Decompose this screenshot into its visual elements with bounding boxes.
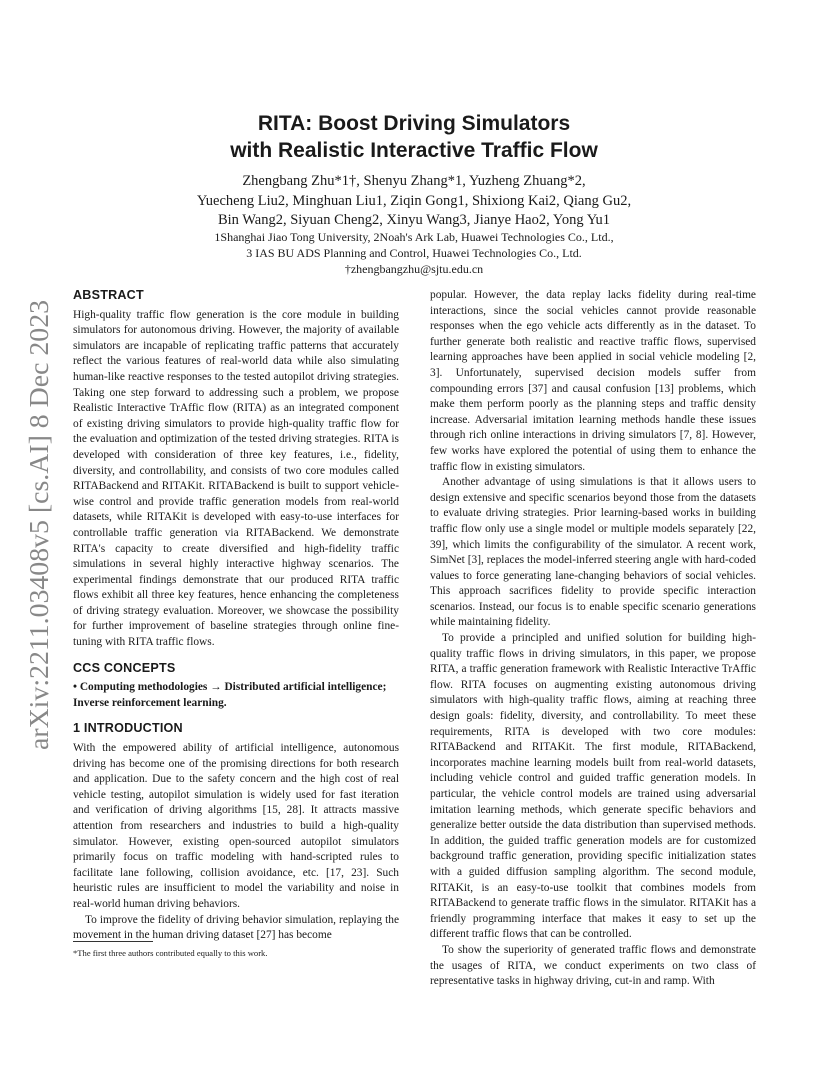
- ccs-heading: CCS CONCEPTS: [73, 660, 176, 675]
- contact-email: †zhengbangzhu@sjtu.edu.cn: [344, 262, 484, 276]
- author-line: Yuecheng Liu2, Minghuan Liu1, Ziqin Gong1, Shixiong Kai2, Qiang Gu2,: [196, 192, 632, 209]
- intro-paragraph-5: To provide a principled and unified solution for building high-quality traffic flows in driving simulators, in this paper, we propose RITA, a traffic generation framework with Realistic Interactive TrAffic flow. RITA focuses on augmenting existing autonomous driving simulators with high-quality traffic flows, aiming at reaching three design goals: fidelity, diversity, and controllability. To meet these requirements, RITA is developed with two core modules: RITABackend and RITAKit. The first module, RITABackend, incorporates machine learning models built from real-world datasets, including vehicle control and guided traffic generation models. In particular, the vehicle control models are trained using adversarial imitation learning methods, which generate specific behaviors and generalize better outside the data distribution than supervised methods. In addition, the guided traffic generation models are for customized background traffic generation, providing specific initialization states with a guided diffusion sampling algorithm. The second module, RITAKit, is an easy-to-use toolkit that combines models from RITABackend to generate traffic flows in the simulator. RITAKit has a friendly programming interface that makes it easy to set up the different traffic flows that can be controlled.: [430, 632, 756, 941]
- intro-paragraph-6: To show the superiority of generated traffic flows and demonstrate the usages of RITA, we conduct experiments on two class of representative tasks in highway driving, cut-in and ramp. With: [430, 943, 756, 988]
- affiliation-line: 3 IAS BU ADS Planning and Control, Huawei Technologies Co., Ltd.: [246, 246, 582, 260]
- author-line: Zhengbang Zhu*1†, Shenyu Zhang*1, Yuzheng Zhuang*2,: [242, 173, 586, 189]
- ccs-concepts: • Computing methodologies → Distributed artificial intelligence; Inverse reinforcement learning.: [73, 681, 387, 709]
- author-line: Bin Wang2, Siyuan Cheng2, Xinyu Wang3, Jianye Hao2, Yong Yu1: [217, 212, 611, 228]
- arxiv-side-label-svg: [10, 300, 58, 750]
- abstract-heading: ABSTRACT: [73, 288, 144, 302]
- intro-paragraph-4: Another advantage of using simulations is that it allows users to design extensive and specific scenarios beyond those from the datasets to evaluate driving strategies. Prior learning-based works in building traffic flow only use a single model or multiple models separately [22, 39], which limits the configurability of the simulator. A recent work, SimNet [3], replaces the model-inferred steering angle with hard-coded values to force generating lane-changing behaviors of social vehicles. This approach sacrifices fidelity to provide specific interaction scenarios. Instead, our focus is to enable specific scenario generations while maintaining fidelity.: [430, 476, 756, 629]
- affiliations: [0, 229, 828, 277]
- title-line-2: with Realistic Interactive Traffic Flow: [230, 139, 598, 162]
- right-column: [430, 288, 756, 990]
- author-list: [0, 172, 828, 231]
- left-column: [73, 288, 399, 944]
- footnote-rule: [73, 941, 153, 942]
- introduction-heading: 1 INTRODUCTION: [73, 721, 183, 736]
- paper-title: [0, 110, 828, 164]
- abstract-text: High-quality traffic flow generation is the core module in building simulators for autonomous driving. However, the majority of available simulators are incapable of replicating traffic patterns that accurately reflect the various features of real-world data while also simulating human-like reactive responses to the tested autopilot driving strategies. Taking one step forward to addressing such a problem, we propose Realistic Interactive TrAffic flow (RITA) as an integrated component of existing driving simulators to provide high-quality traffic flow for the evaluation and optimization of the tested driving strategies. RITA is developed with consideration of three key features, i.e., fidelity, diversity, and controllability, and consists of two core modules called RITABackend and RITAKit. RITABackend is built to support vehicle-wise control and provide traffic generation models from real-world datasets, while RITAKit is developed with easy-to-use interfaces for controllable traffic generation via RITABackend. We demonstrate RITA's capacity to create diversified and high-fidelity traffic simulations in several highly interactive highway scenarios. The experimental findings demonstrate that our produced RITA traffic flows exhibit all three key features, hence enhancing the completeness of driving strategy evaluation. Moreover, we showcase the possibility for further improvement of baseline strategies through online fine-tuning with RITA traffic flows.: [73, 308, 399, 649]
- intro-paragraph-3: popular. However, the data replay lacks fidelity during real-time interactions, since the social vehicles cannot provide reasonable responses when the ego vehicle acts differently as in the dataset. To further generate both realistic and reactive traffic flows, supervised learning approaches have been applied in social vehicle modeling [2, 3]. Unfortunately, supervised decision models suffer from compounding errors [37] and causal confusion [13] problems, which make them perform poorly as the planning steps and traffic density increase. Adversarial imitation learning methods handle these issues through rich online interactions in driving simulators [7, 8]. However, few works have explored the potential of using them to enhance the traffic flow in existing simulators.: [430, 289, 756, 473]
- title-line-1: RITA: Boost Driving Simulators: [257, 112, 571, 135]
- affiliation-line: 1Shanghai Jiao Tong University, 2Noah's Ark Lab, Huawei Technologies Co., Ltd.,: [214, 230, 614, 244]
- arxiv-side-label: [10, 300, 58, 750]
- arxiv-identifier: arXiv:2211.03408v5 [cs.AI] 8 Dec 2023: [24, 313, 54, 750]
- footnote: *The first three authors contributed equally to this work.: [73, 948, 268, 958]
- intro-paragraph-1: With the empowered ability of artificial intelligence, autonomous driving has become one of the promising directions for both research and application. Due to the safety concern and the high cost of real vehicle testing, autopilot simulation is widely used for fast iteration and verification of driving algorithms [15, 28]. It attracts massive attention from researchers and industries to build a high-quality simulator. However, existing open-sourced autopilot simulators primarily focus on traffic modeling with hand-scripted rules to facilitate lane following, collision avoidance, etc. [17, 23]. Such heuristic rules are insufficient to model the variability and noise in real-world human driving behaviors.: [73, 742, 399, 910]
- intro-paragraph-2: To improve the fidelity of driving behavior simulation, replaying the movement in the human driving dataset [27] has become: [73, 913, 399, 942]
